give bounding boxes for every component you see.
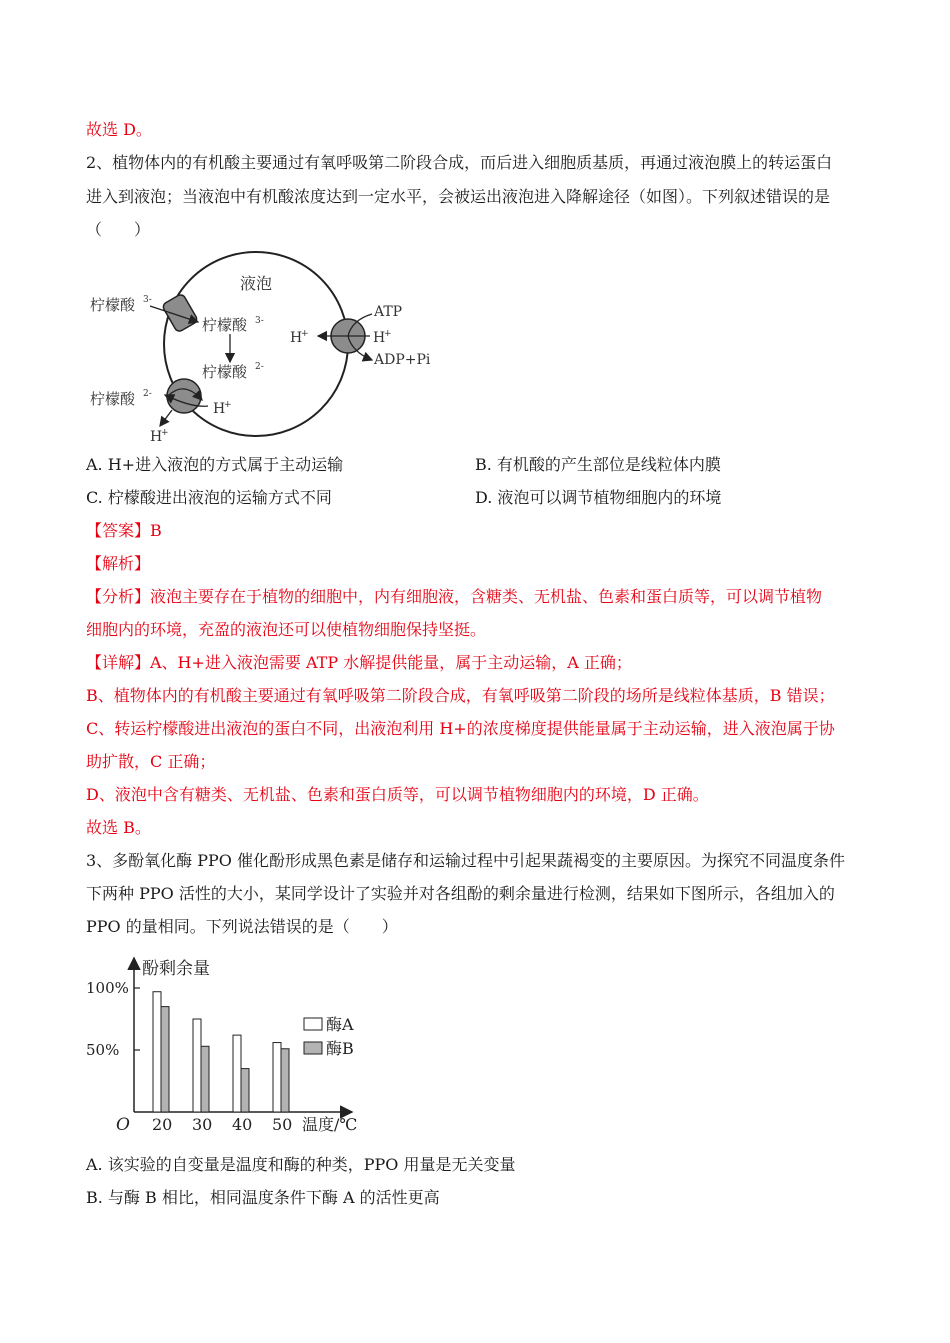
citrate-outside-2-charge: 2- (143, 389, 152, 399)
citrate-inside-3-charge: 3- (255, 316, 264, 326)
bar-enzyme-a-20 (153, 992, 161, 1112)
q3-stem-line-1: 3、多酚氧化酶 PPO 催化酚形成黑色素是储存和运输过程中引起果蔬褐变的主要原因。为探究不同温度条件 (86, 851, 846, 870)
q3-stem-line-2: 下两种 PPO 活性的大小，某同学设计了实验并对各组酚的剩余量进行检测，结果如下图所示，各组加入的 (86, 884, 835, 903)
q2-detail-line-2: B、植物体内的有机酸主要通过有氧呼吸第二阶段合成，有氧呼吸第二阶段的场所是线粒体基质，B 错误； (86, 686, 835, 705)
q2-detail-line-4: 助扩散，C 正确； (86, 752, 216, 771)
x-axis-label: 温度/℃ (302, 1115, 358, 1134)
q2-analysis-heading: 【解析】 (86, 554, 151, 573)
citrate-inside-2: 柠檬酸 (202, 363, 248, 381)
q2-stem-line-2: 进入到液泡；当液泡中有机酸浓度达到一定水平，会被运出液泡进入降解途径（如图）。下列叙述错误的是 (86, 187, 831, 206)
x-tick-label: 40 (232, 1115, 253, 1134)
h-inside-right: H (290, 330, 303, 346)
y-axis-label: 酚剩余量 (142, 959, 210, 979)
h-inside-right-plus: + (301, 329, 309, 339)
citrate-outside-2: 柠檬酸 (90, 390, 136, 408)
atp-label: ATP (374, 304, 403, 320)
x-tick-label: 30 (192, 1115, 213, 1134)
phenol-residual-chart (80, 950, 380, 1140)
citrate-channel-protein (162, 293, 199, 333)
legend-swatch (304, 1018, 322, 1030)
q2-option-b[interactable]: B. 有机酸的产生部位是线粒体内膜 (475, 455, 721, 474)
h-outside-bottom-plus: + (161, 428, 169, 438)
vacuole-label: 液泡 (240, 274, 273, 293)
legend-swatch (304, 1042, 322, 1054)
q2-option-d[interactable]: D. 液泡可以调节植物细胞内的环境 (475, 488, 722, 507)
citrate-outside-3-charge: 3- (143, 295, 152, 305)
q2-stem-line-1: 2、植物体内的有机酸主要通过有氧呼吸第二阶段合成，而后进入细胞质基质，再通过液泡膜上的转运蛋白 (86, 153, 833, 172)
citrate-h-cotransporter (167, 379, 201, 413)
legend-label: 酶B (326, 1039, 354, 1058)
q2-stem-line-3: （ ） (86, 220, 151, 239)
bar-enzyme-a-40 (233, 1035, 241, 1112)
q2-detail-line-1: 【详解】A、H+进入液泡需要 ATP 水解提供能量，属于主动运输，A 正确； (86, 653, 632, 672)
y-tick-label: 50% (86, 1041, 120, 1059)
bar-enzyme-b-40 (241, 1069, 249, 1112)
bar-enzyme-a-30 (193, 1019, 201, 1112)
q3-stem-line-3: PPO 的量相同。下列说法错误的是（ ） (86, 917, 398, 936)
bar-enzyme-b-50 (281, 1049, 289, 1112)
h-inside-bottom: H (213, 401, 226, 417)
q2-option-a[interactable]: A. H+进入液泡的方式属于主动运输 (86, 455, 344, 474)
q3-option-a[interactable]: A. 该实验的自变量是温度和酶的种类，PPO 用量是无关变量 (86, 1155, 516, 1174)
legend-label: 酶A (326, 1015, 354, 1034)
bar-enzyme-a-50 (273, 1043, 281, 1112)
vacuole-diagram (80, 250, 450, 450)
citrate-inside-2-charge: 2- (255, 362, 264, 372)
prev-conclusion: 故选 D。 (86, 120, 152, 139)
h-outside-bottom: H (150, 429, 163, 445)
citrate-outside-3: 柠檬酸 (90, 296, 136, 314)
h-outside-right: H (373, 330, 386, 346)
citrate-inside-3: 柠檬酸 (202, 316, 248, 334)
x-tick-label: 20 (152, 1115, 173, 1134)
x-tick-label: 50 (272, 1115, 293, 1134)
q2-analysis-line-1: 【分析】液泡主要存在于植物的细胞中，内有细胞液，含糖类、无机盐、色素和蛋白质等，可以调节植物 (86, 587, 823, 606)
h-inside-bottom-plus: + (224, 400, 232, 410)
bar-enzyme-b-30 (201, 1046, 209, 1112)
bar-enzyme-b-20 (161, 1007, 169, 1112)
h-outside-right-plus: + (384, 329, 392, 339)
y-tick-label: 100% (86, 979, 129, 997)
q2-answer: 【答案】B (86, 521, 162, 540)
q2-detail-line-5: D、液泡中含有糖类、无机盐、色素和蛋白质等，可以调节植物细胞内的环境，D 正确。 (86, 785, 709, 804)
q2-detail-line-3: C、转运柠檬酸进出液泡的蛋白不同，出液泡利用 H+的浓度梯度提供能量属于主动运输，进入液泡属于协 (86, 719, 835, 738)
q3-option-b[interactable]: B. 与酶 B 相比，相同温度条件下酶 A 的活性更高 (86, 1188, 440, 1207)
adp-pi-label: ADP+Pi (374, 352, 431, 368)
q2-option-c[interactable]: C. 柠檬酸进出液泡的运输方式不同 (86, 488, 332, 507)
origin-label: O (116, 1115, 130, 1135)
q2-analysis-line-2: 细胞内的环境，充盈的液泡还可以使植物细胞保持坚挺。 (86, 620, 487, 639)
q2-conclusion: 故选 B。 (86, 818, 151, 837)
